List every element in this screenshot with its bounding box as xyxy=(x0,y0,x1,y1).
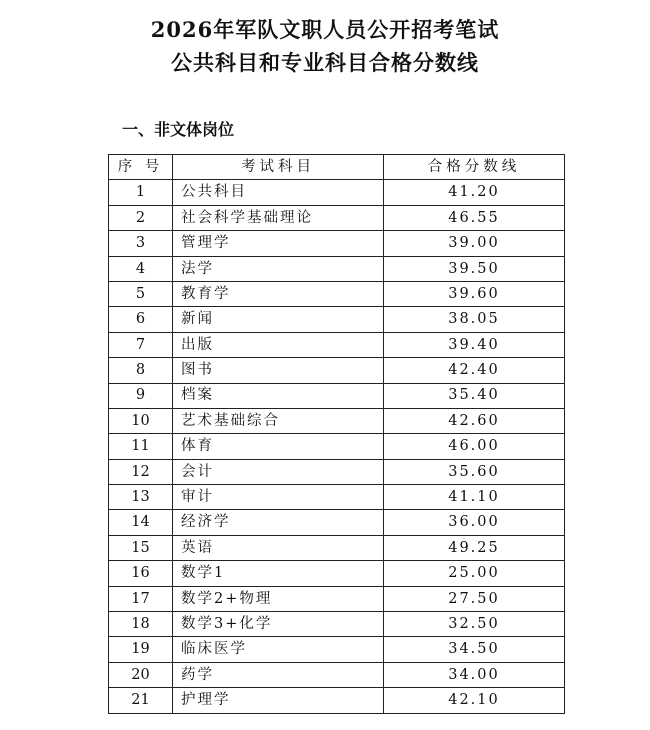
cell-score: 39.40 xyxy=(384,332,565,357)
table-row xyxy=(109,231,565,256)
document-title-line-1: 2026年军队文职人员公开招考笔试 xyxy=(150,17,500,42)
cell-index: 13 xyxy=(109,485,173,510)
header-subject: 考试科目 xyxy=(173,155,384,180)
cell-score: 42.10 xyxy=(384,688,565,713)
cell-index: 15 xyxy=(109,535,173,560)
cell-score: 35.60 xyxy=(384,459,565,484)
table-row xyxy=(109,358,565,383)
table-row xyxy=(109,535,565,560)
cell-subject: 档案 xyxy=(173,383,384,408)
cell-score: 49.25 xyxy=(384,535,565,560)
table-row xyxy=(109,688,565,713)
document-title-line-2: 公共科目和专业科目合格分数线 xyxy=(171,50,479,75)
cell-index: 3 xyxy=(109,231,173,256)
cell-score: 41.10 xyxy=(384,485,565,510)
cell-index: 12 xyxy=(109,459,173,484)
cell-score: 34.50 xyxy=(384,637,565,662)
cell-score: 39.50 xyxy=(384,256,565,281)
cell-subject: 审计 xyxy=(173,485,384,510)
cell-index: 10 xyxy=(109,408,173,433)
table-row xyxy=(109,637,565,662)
cell-index: 2 xyxy=(109,205,173,230)
cell-subject: 图书 xyxy=(173,358,384,383)
table-header-row xyxy=(109,155,565,180)
cell-score: 42.40 xyxy=(384,358,565,383)
cell-score: 38.05 xyxy=(384,307,565,332)
cell-index: 21 xyxy=(109,688,173,713)
cell-index: 17 xyxy=(109,586,173,611)
cell-score: 25.00 xyxy=(384,561,565,586)
cell-score: 46.00 xyxy=(384,434,565,459)
table-row xyxy=(109,510,565,535)
cell-subject: 法学 xyxy=(173,256,384,281)
cell-subject: 数学3+化学 xyxy=(173,612,384,637)
cell-score: 32.50 xyxy=(384,612,565,637)
cell-subject: 临床医学 xyxy=(173,637,384,662)
table-row xyxy=(109,485,565,510)
cell-subject: 英语 xyxy=(173,535,384,560)
header-passing-score: 合格分数线 xyxy=(384,155,565,180)
cell-index: 8 xyxy=(109,358,173,383)
cell-subject: 公共科目 xyxy=(173,180,384,205)
cell-index: 14 xyxy=(109,510,173,535)
cell-score: 39.60 xyxy=(384,281,565,306)
cell-subject: 体育 xyxy=(173,434,384,459)
cell-index: 19 xyxy=(109,637,173,662)
cell-index: 7 xyxy=(109,332,173,357)
table-row xyxy=(109,332,565,357)
table-row xyxy=(109,408,565,433)
cell-index: 16 xyxy=(109,561,173,586)
header-index: 序 号 xyxy=(109,155,173,180)
table-row xyxy=(109,662,565,687)
cell-score: 41.20 xyxy=(384,180,565,205)
table-row xyxy=(109,434,565,459)
cell-score: 27.50 xyxy=(384,586,565,611)
score-table xyxy=(108,154,565,714)
table-row xyxy=(109,180,565,205)
table-row xyxy=(109,307,565,332)
cell-subject: 数学2+物理 xyxy=(173,586,384,611)
cell-subject: 出版 xyxy=(173,332,384,357)
cell-score: 42.60 xyxy=(384,408,565,433)
cell-index: 5 xyxy=(109,281,173,306)
cell-subject: 艺术基础综合 xyxy=(173,408,384,433)
cell-score: 36.00 xyxy=(384,510,565,535)
cell-subject: 管理学 xyxy=(173,231,384,256)
cell-index: 11 xyxy=(109,434,173,459)
cell-index: 18 xyxy=(109,612,173,637)
section-heading: 一、非文体岗位 xyxy=(122,120,235,139)
cell-index: 9 xyxy=(109,383,173,408)
cell-subject: 教育学 xyxy=(173,281,384,306)
cell-subject: 数学1 xyxy=(173,561,384,586)
table-row xyxy=(109,561,565,586)
cell-score: 34.00 xyxy=(384,662,565,687)
cell-subject: 社会科学基础理论 xyxy=(173,205,384,230)
cell-score: 46.55 xyxy=(384,205,565,230)
cell-index: 6 xyxy=(109,307,173,332)
table-row xyxy=(109,205,565,230)
table-row xyxy=(109,256,565,281)
cell-subject: 护理学 xyxy=(173,688,384,713)
cell-score: 35.40 xyxy=(384,383,565,408)
table-row xyxy=(109,586,565,611)
cell-subject: 会计 xyxy=(173,459,384,484)
table-row xyxy=(109,459,565,484)
cell-subject: 药学 xyxy=(173,662,384,687)
table-row xyxy=(109,612,565,637)
cell-score: 39.00 xyxy=(384,231,565,256)
cell-subject: 经济学 xyxy=(173,510,384,535)
cell-index: 20 xyxy=(109,662,173,687)
cell-index: 1 xyxy=(109,180,173,205)
table-row xyxy=(109,281,565,306)
cell-subject: 新闻 xyxy=(173,307,384,332)
table-row xyxy=(109,383,565,408)
cell-index: 4 xyxy=(109,256,173,281)
